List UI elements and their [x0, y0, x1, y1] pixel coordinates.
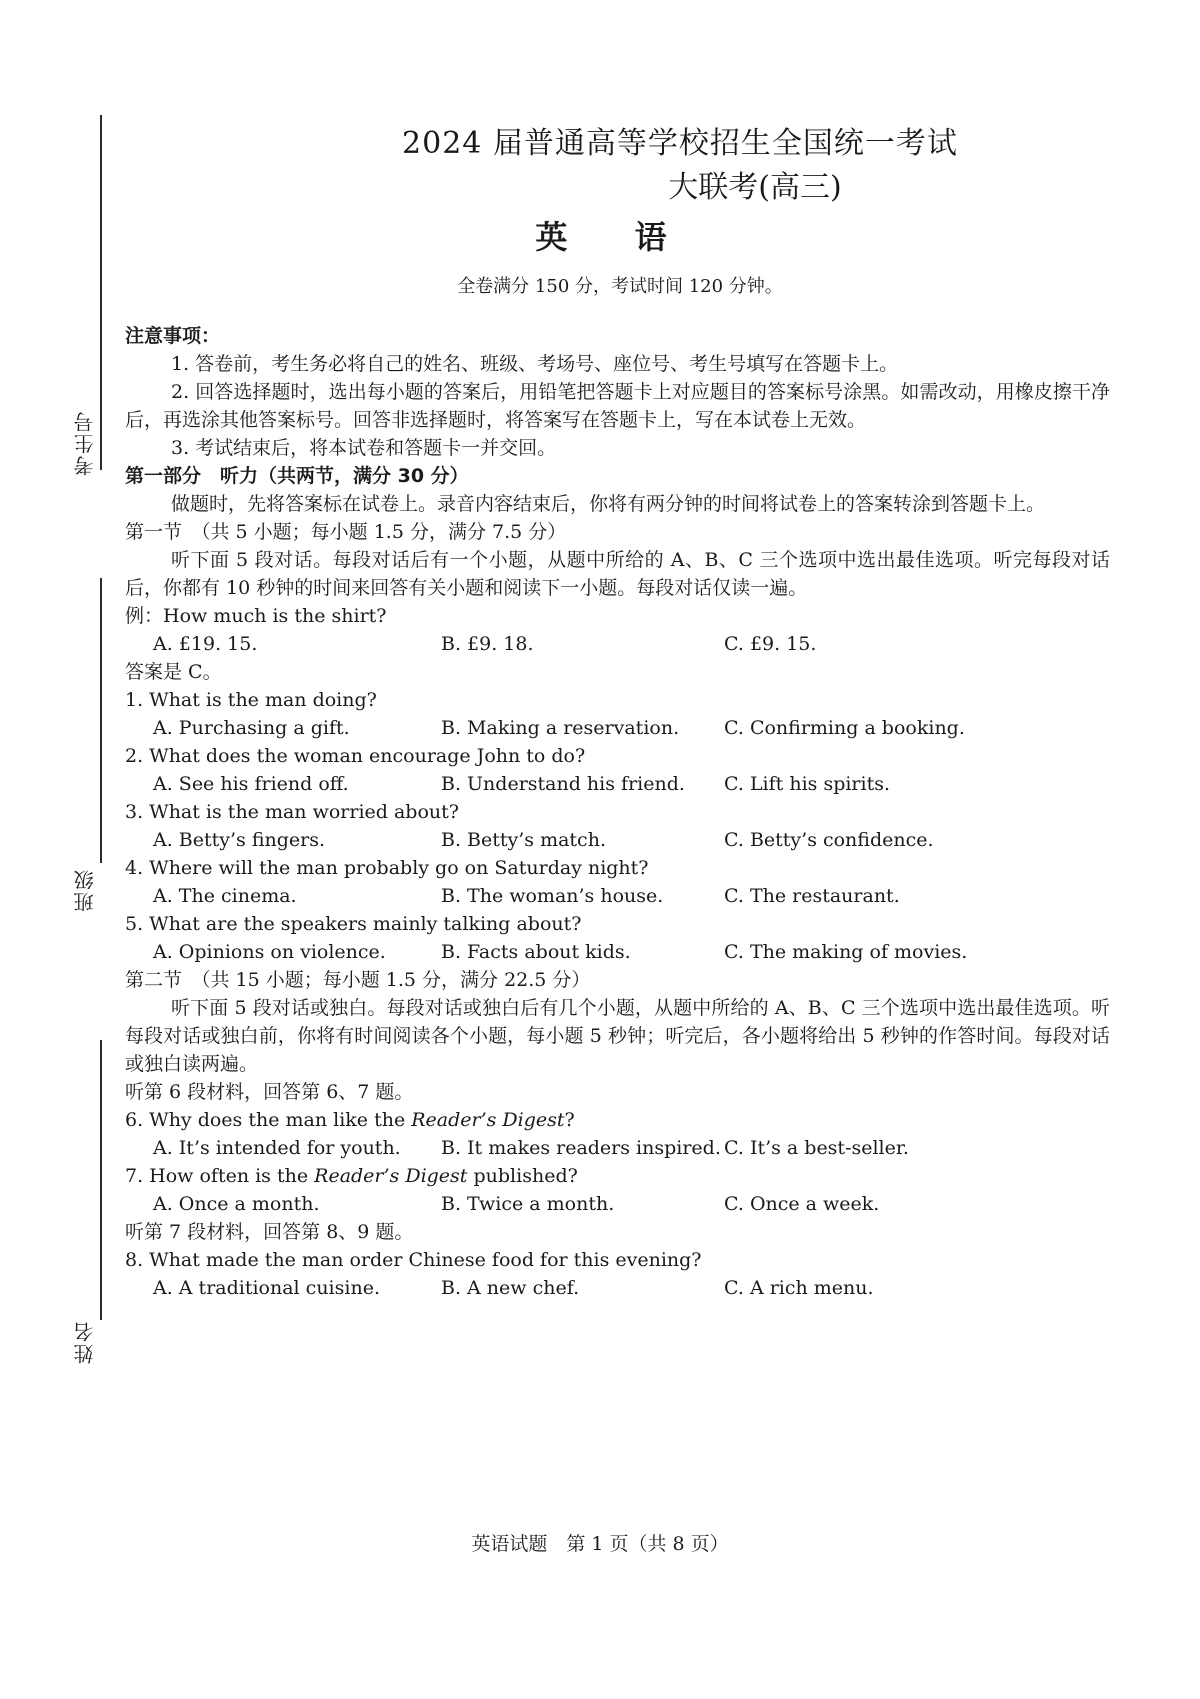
option-a: A. A traditional cuisine. [153, 1277, 380, 1299]
margin-line-middle [100, 578, 102, 863]
option-a: A. Opinions on violence. [153, 941, 386, 963]
option-c: C. A rich menu. [724, 1277, 874, 1299]
section2-instruction: 听下面 5 段对话或独白。每段对话或独白后有几个小题，从题中所给的 A、B、C 三个选项中选出最佳选项。听每段对话或独白前，你将有时间阅读各个小题，每小题 5 秒钟；听完后，各小题将给出 5 秒钟的作答时间。每段对话或独白读两遍。 [125, 997, 1110, 1075]
option-b: B. Understand his friend. [441, 773, 685, 795]
question-8: 8. What made the man order Chinese food for this evening? [125, 1249, 702, 1271]
option-c: C. Lift his spirits. [724, 773, 891, 795]
example-options [125, 630, 1110, 658]
question-6-text: 6. Why does the man like the [125, 1109, 412, 1131]
option-a: A. See his friend off. [153, 773, 349, 795]
option-c: C. £9. 15. [724, 633, 817, 655]
question-6 [125, 1106, 1110, 1134]
page-footer: 英语试题 第 1 页（共 8 页） [471, 1533, 729, 1555]
question-7-title: Reader’s Digest [314, 1165, 468, 1187]
option-c: C. It’s a best-seller. [724, 1137, 909, 1159]
question-2: 2. What does the woman encourage John to do? [125, 745, 586, 767]
note-item-2: 2. 回答选择题时，选出每小题的答案后，用铅笔把答题卡上对应题目的答案标号涂黑。如需改动，用橡皮擦干净后，再选涂其他答案标号。回答非选择题时，将答案写在答题卡上，写在本试卷上无效。 [125, 381, 1110, 431]
question-8-options [125, 1274, 1110, 1302]
question-6-title: Reader’s Digest [411, 1109, 565, 1131]
margin-line-bottom [100, 1040, 102, 1320]
option-b: B. A new chef. [441, 1277, 580, 1299]
question-2-options [125, 770, 1110, 798]
option-b: B. The woman’s house. [441, 885, 664, 907]
option-b: B. Twice a month. [441, 1193, 615, 1215]
question-1: 1. What is the man doing? [125, 689, 377, 711]
example-answer: 答案是 C。 [125, 661, 222, 683]
question-7-options [125, 1190, 1110, 1218]
question-7-text: 7. How often is the [125, 1165, 315, 1187]
question-3: 3. What is the man worried about? [125, 801, 459, 823]
question-1-options [125, 714, 1110, 742]
section2-heading: 第二节 （共 15 小题；每小题 1.5 分，满分 22.5 分） [125, 969, 591, 991]
material-7-note: 听第 7 段材料，回答第 8、9 题。 [125, 1221, 414, 1243]
part1-heading: 第一部分 听力（共两节，满分 30 分） [125, 465, 469, 487]
class-label: 班级 [73, 868, 97, 912]
option-b: B. Facts about kids. [441, 941, 631, 963]
example-question: 例：How much is the shirt? [125, 605, 387, 627]
section1-heading: 第一节 （共 5 小题；每小题 1.5 分，满分 7.5 分） [125, 521, 567, 543]
option-b: B. Betty’s match. [441, 829, 606, 851]
question-7-end: published? [467, 1165, 578, 1187]
option-b: B. Making a reservation. [441, 717, 680, 739]
note-item-1: 1. 答卷前，考生务必将自己的姓名、班级、考场号、座位号、考生号填写在答题卡上。 [171, 353, 899, 375]
question-4-options [125, 882, 1110, 910]
question-3-options [125, 826, 1110, 854]
option-c: C. Once a week. [724, 1193, 880, 1215]
question-5: 5. What are the speakers mainly talking about? [125, 913, 582, 935]
note-item-3: 3. 考试结束后，将本试卷和答题卡一并交回。 [171, 437, 557, 459]
question-6-end: ? [564, 1109, 575, 1131]
notes-heading: 注意事项： [125, 325, 221, 347]
option-c: C. Betty’s confidence. [724, 829, 934, 851]
question-4: 4. Where will the man probably go on Saturday night? [125, 857, 649, 879]
question-5-options [125, 938, 1110, 966]
option-b: B. £9. 18. [441, 633, 534, 655]
option-a: A. £19. 15. [153, 633, 258, 655]
section1-instruction: 听下面 5 段对话。每段对话后有一个小题，从题中所给的 A、B、C 三个选项中选出最佳选项。听完每段对话后，你都有 10 秒钟的时间来回答有关小题和阅读下一小题。每段对话仅读一遍。 [125, 549, 1110, 599]
option-a: A. Once a month. [153, 1193, 320, 1215]
option-a: A. The cinema. [153, 885, 297, 907]
full-score-note: 全卷满分 150 分，考试时间 120 分钟。 [457, 276, 783, 297]
option-a: A. Betty’s fingers. [153, 829, 326, 851]
exam-content [125, 322, 1110, 1302]
option-c: C. The making of movies. [724, 941, 968, 963]
option-a: A. It’s intended for youth. [153, 1137, 401, 1159]
question-6-options [125, 1134, 1110, 1162]
option-b: B. It makes readers inspired. [441, 1137, 721, 1159]
candidate-number-label: 考生号 [73, 410, 97, 476]
exam-title: 2024 届普通高等学校招生全国统一考试 [402, 126, 958, 161]
question-7 [125, 1162, 1110, 1190]
part1-instruction: 做题时，先将答案标在试卷上。录音内容结束后，你将有两分钟的时间将试卷上的答案转涂到答题卡上。 [171, 493, 1046, 515]
exam-subtitle: 大联考(高三) [668, 170, 842, 205]
material-6-note: 听第 6 段材料，回答第 6、7 题。 [125, 1081, 414, 1103]
option-a: A. Purchasing a gift. [153, 717, 350, 739]
name-label: 姓名 [73, 1320, 97, 1364]
option-c: C. Confirming a booking. [724, 717, 965, 739]
option-c: C. The restaurant. [724, 885, 900, 907]
subject-title: 英 语 [535, 218, 695, 256]
